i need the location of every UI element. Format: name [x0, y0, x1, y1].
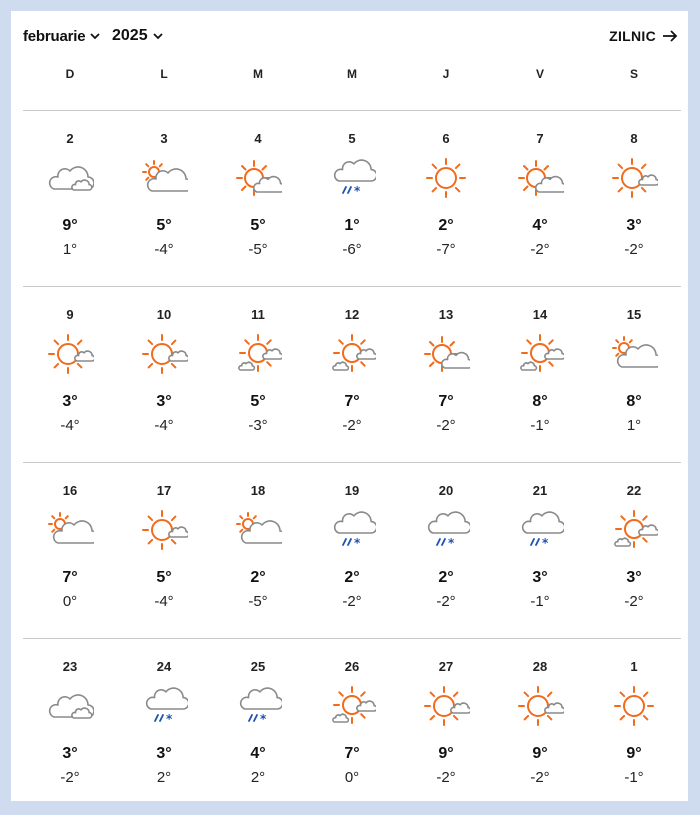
weather-icon: [422, 157, 470, 199]
day-number: 26: [344, 659, 360, 674]
weekday-label: J: [442, 67, 450, 81]
temp-max: 5°: [250, 217, 266, 234]
day-cell[interactable]: [587, 287, 681, 457]
day-number: 7: [536, 131, 544, 146]
temp-min: -3°: [248, 417, 268, 434]
day-number: 22: [626, 483, 642, 498]
day-cell[interactable]: [399, 111, 493, 281]
temp-max: 8°: [626, 393, 642, 410]
sun-small-cloud-icon: [140, 333, 188, 375]
week-row: [23, 111, 681, 281]
svg-text:*: *: [542, 536, 549, 550]
temp-min: -2°: [624, 241, 644, 258]
weekday-header-row: [23, 67, 681, 87]
sun-small-cloud-icon: [610, 157, 658, 199]
weekday-label: D: [65, 67, 75, 81]
day-number: 4: [254, 131, 262, 146]
temp-max: 2°: [250, 569, 266, 586]
temp-min: 0°: [62, 593, 78, 610]
temp-min: -4°: [60, 417, 80, 434]
temp-min: -2°: [342, 593, 362, 610]
daily-view-label: ZILNIC: [609, 28, 656, 44]
partly-cloudy-icon: [610, 333, 658, 375]
day-number: 28: [532, 659, 548, 674]
sun-two-clouds-icon: [610, 509, 658, 551]
sun-small-cloud-icon: [516, 685, 564, 727]
weather-icon: [234, 333, 282, 375]
temp-max: 3°: [62, 745, 78, 762]
sun-two-clouds-icon: [328, 333, 376, 375]
sun-icon: [422, 157, 470, 199]
weather-icon: [140, 685, 188, 727]
temp-min: -2°: [342, 417, 362, 434]
cloud-icon: [46, 157, 94, 199]
day-cell[interactable]: [493, 463, 587, 633]
weather-icon: [516, 157, 564, 199]
temp-max: 3°: [156, 393, 172, 410]
sleet-icon: [516, 509, 564, 551]
day-number: 12: [344, 307, 360, 322]
day-number: 17: [156, 483, 172, 498]
weekday-label: M: [347, 67, 357, 81]
week-row: [23, 639, 681, 809]
weekday-label: V: [535, 67, 544, 81]
sun-small-cloud-icon: [422, 685, 470, 727]
temp-min: -1°: [530, 417, 550, 434]
year-select[interactable]: [112, 25, 165, 47]
day-cell[interactable]: [117, 111, 211, 281]
weekday-label: M: [253, 67, 263, 81]
day-number: 2: [66, 131, 74, 146]
day-cell[interactable]: [399, 639, 493, 809]
day-cell[interactable]: [305, 111, 399, 281]
weather-icon: [422, 509, 470, 551]
temp-max: 5°: [156, 217, 172, 234]
temp-min: 0°: [344, 769, 360, 786]
sleet-icon: [422, 509, 470, 551]
day-cell[interactable]: [493, 287, 587, 457]
day-cell[interactable]: [399, 287, 493, 457]
weather-icon: [610, 685, 658, 727]
day-cell[interactable]: [23, 463, 117, 633]
day-number: 15: [626, 307, 642, 322]
temp-max: 5°: [250, 393, 266, 410]
sun-two-clouds-icon: [516, 333, 564, 375]
weather-icon: [140, 509, 188, 551]
week-row: [23, 463, 681, 633]
month-label: februarie: [23, 27, 86, 45]
temp-min: -7°: [436, 241, 456, 258]
weather-icon: [328, 685, 376, 727]
day-cell[interactable]: [587, 463, 681, 633]
weather-icon: [46, 157, 94, 199]
year-label: 2025: [112, 27, 148, 44]
day-cell[interactable]: [211, 639, 305, 809]
temp-max: 7°: [344, 745, 360, 762]
temp-min: -2°: [436, 769, 456, 786]
day-cell[interactable]: [211, 111, 305, 281]
temp-max: 7°: [438, 393, 454, 410]
weather-icon: [328, 157, 376, 199]
day-number: 16: [62, 483, 78, 498]
svg-text:*: *: [354, 536, 361, 550]
sleet-icon: [140, 685, 188, 727]
day-number: 9: [66, 307, 74, 322]
temp-max: 4°: [250, 745, 266, 762]
day-number: 11: [251, 307, 265, 322]
sun-two-clouds-icon: [328, 685, 376, 727]
weather-icon: [516, 685, 564, 727]
day-cell[interactable]: [23, 111, 117, 281]
calendar-panel: [11, 11, 688, 801]
temp-min: -2°: [60, 769, 80, 786]
temp-min: -4°: [154, 593, 174, 610]
day-number: 5: [348, 131, 356, 146]
weather-icon: [516, 509, 564, 551]
day-cell[interactable]: [305, 639, 399, 809]
temp-min: 1°: [62, 241, 78, 258]
day-number: 3: [160, 131, 168, 146]
temp-max: 7°: [344, 393, 360, 410]
temp-max: 1°: [344, 217, 360, 234]
day-cell[interactable]: [117, 463, 211, 633]
temp-max: 8°: [532, 393, 548, 410]
day-number: 27: [438, 659, 454, 674]
sleet-icon: [328, 157, 376, 199]
day-number: 6: [442, 131, 450, 146]
temp-min: -2°: [436, 417, 456, 434]
svg-text:*: *: [354, 184, 361, 198]
temp-max: 9°: [532, 745, 548, 762]
arrow-right-icon: [662, 29, 678, 43]
day-cell[interactable]: [117, 287, 211, 457]
day-cell[interactable]: [23, 639, 117, 809]
weather-icon: [234, 157, 282, 199]
temp-min: -2°: [624, 593, 644, 610]
temp-min: -4°: [154, 241, 174, 258]
day-number: 10: [156, 307, 172, 322]
sun-small-cloud-icon: [46, 333, 94, 375]
day-cell[interactable]: [117, 639, 211, 809]
temp-max: 3°: [626, 217, 642, 234]
weather-icon: [422, 685, 470, 727]
temp-min: 2°: [250, 769, 266, 786]
temp-max: 7°: [62, 569, 78, 586]
chevron-down-icon: [88, 29, 102, 43]
temp-min: -5°: [248, 593, 268, 610]
chevron-down-icon: [151, 29, 165, 43]
day-number: 19: [344, 483, 360, 498]
weather-icon: [234, 685, 282, 727]
temp-min: -2°: [530, 769, 550, 786]
svg-text:*: *: [448, 536, 455, 550]
weather-icon: [140, 157, 188, 199]
temp-min: -5°: [248, 241, 268, 258]
weather-icon: [610, 333, 658, 375]
partly-cloudy-icon: [46, 509, 94, 551]
temp-max: 2°: [344, 569, 360, 586]
weekday-label: L: [160, 67, 168, 81]
daily-view-button[interactable]: [609, 25, 678, 47]
temp-min: -1°: [530, 593, 550, 610]
day-number: 1: [630, 659, 638, 674]
temp-max: 9°: [438, 745, 454, 762]
temp-min: -2°: [530, 241, 550, 258]
weather-icon: [328, 333, 376, 375]
weather-icon: [328, 509, 376, 551]
day-cell[interactable]: [211, 287, 305, 457]
day-number: 18: [250, 483, 266, 498]
mostly-sunny-icon: [234, 157, 282, 199]
weather-icon: [140, 333, 188, 375]
temp-max: 2°: [438, 217, 454, 234]
day-cell[interactable]: [399, 463, 493, 633]
day-cell[interactable]: [587, 639, 681, 809]
day-cell[interactable]: [211, 463, 305, 633]
temp-max: 9°: [626, 745, 642, 762]
temp-max: 3°: [62, 393, 78, 410]
weather-icon: [234, 509, 282, 551]
day-number: 21: [532, 483, 548, 498]
day-number: 14: [532, 307, 548, 322]
weekday-label: S: [629, 67, 638, 81]
temp-min: -2°: [436, 593, 456, 610]
temp-max: 3°: [156, 745, 172, 762]
day-number: 8: [630, 131, 638, 146]
temp-max: 5°: [156, 569, 172, 586]
temp-max: 3°: [626, 569, 642, 586]
day-number: 13: [438, 307, 454, 322]
day-cell[interactable]: [305, 287, 399, 457]
sun-small-cloud-icon: [140, 509, 188, 551]
day-cell[interactable]: [587, 111, 681, 281]
day-number: 24: [156, 659, 172, 674]
partly-cloudy-icon: [234, 509, 282, 551]
sun-icon: [610, 685, 658, 727]
day-cell[interactable]: [493, 639, 587, 809]
weather-icon: [46, 333, 94, 375]
temp-max: 9°: [62, 217, 78, 234]
weather-icon: [46, 685, 94, 727]
temp-max: 3°: [532, 569, 548, 586]
temp-min: 1°: [626, 417, 642, 434]
temp-min: -6°: [342, 241, 362, 258]
day-cell[interactable]: [305, 463, 399, 633]
weather-icon: [46, 509, 94, 551]
temp-min: 2°: [156, 769, 172, 786]
day-number: 25: [250, 659, 266, 674]
week-row: [23, 287, 681, 457]
mostly-sunny-icon: [422, 333, 470, 375]
weather-icon: [422, 333, 470, 375]
sleet-icon: [234, 685, 282, 727]
weather-icon: [610, 157, 658, 199]
svg-text:*: *: [260, 712, 267, 726]
day-number: 20: [438, 483, 454, 498]
weather-icon: [610, 509, 658, 551]
day-number: 23: [62, 659, 78, 674]
temp-max: 2°: [438, 569, 454, 586]
sleet-icon: [328, 509, 376, 551]
cloud-icon: [46, 685, 94, 727]
weather-icon: [516, 333, 564, 375]
day-cell[interactable]: [493, 111, 587, 281]
partly-cloudy-icon: [140, 157, 188, 199]
temp-max: 4°: [532, 217, 548, 234]
temp-min: -1°: [624, 769, 644, 786]
month-select[interactable]: [23, 25, 102, 47]
mostly-sunny-icon: [516, 157, 564, 199]
temp-min: -4°: [154, 417, 174, 434]
calendar-header: [11, 11, 688, 61]
sun-two-clouds-icon: [234, 333, 282, 375]
svg-text:*: *: [166, 712, 173, 726]
day-cell[interactable]: [23, 287, 117, 457]
